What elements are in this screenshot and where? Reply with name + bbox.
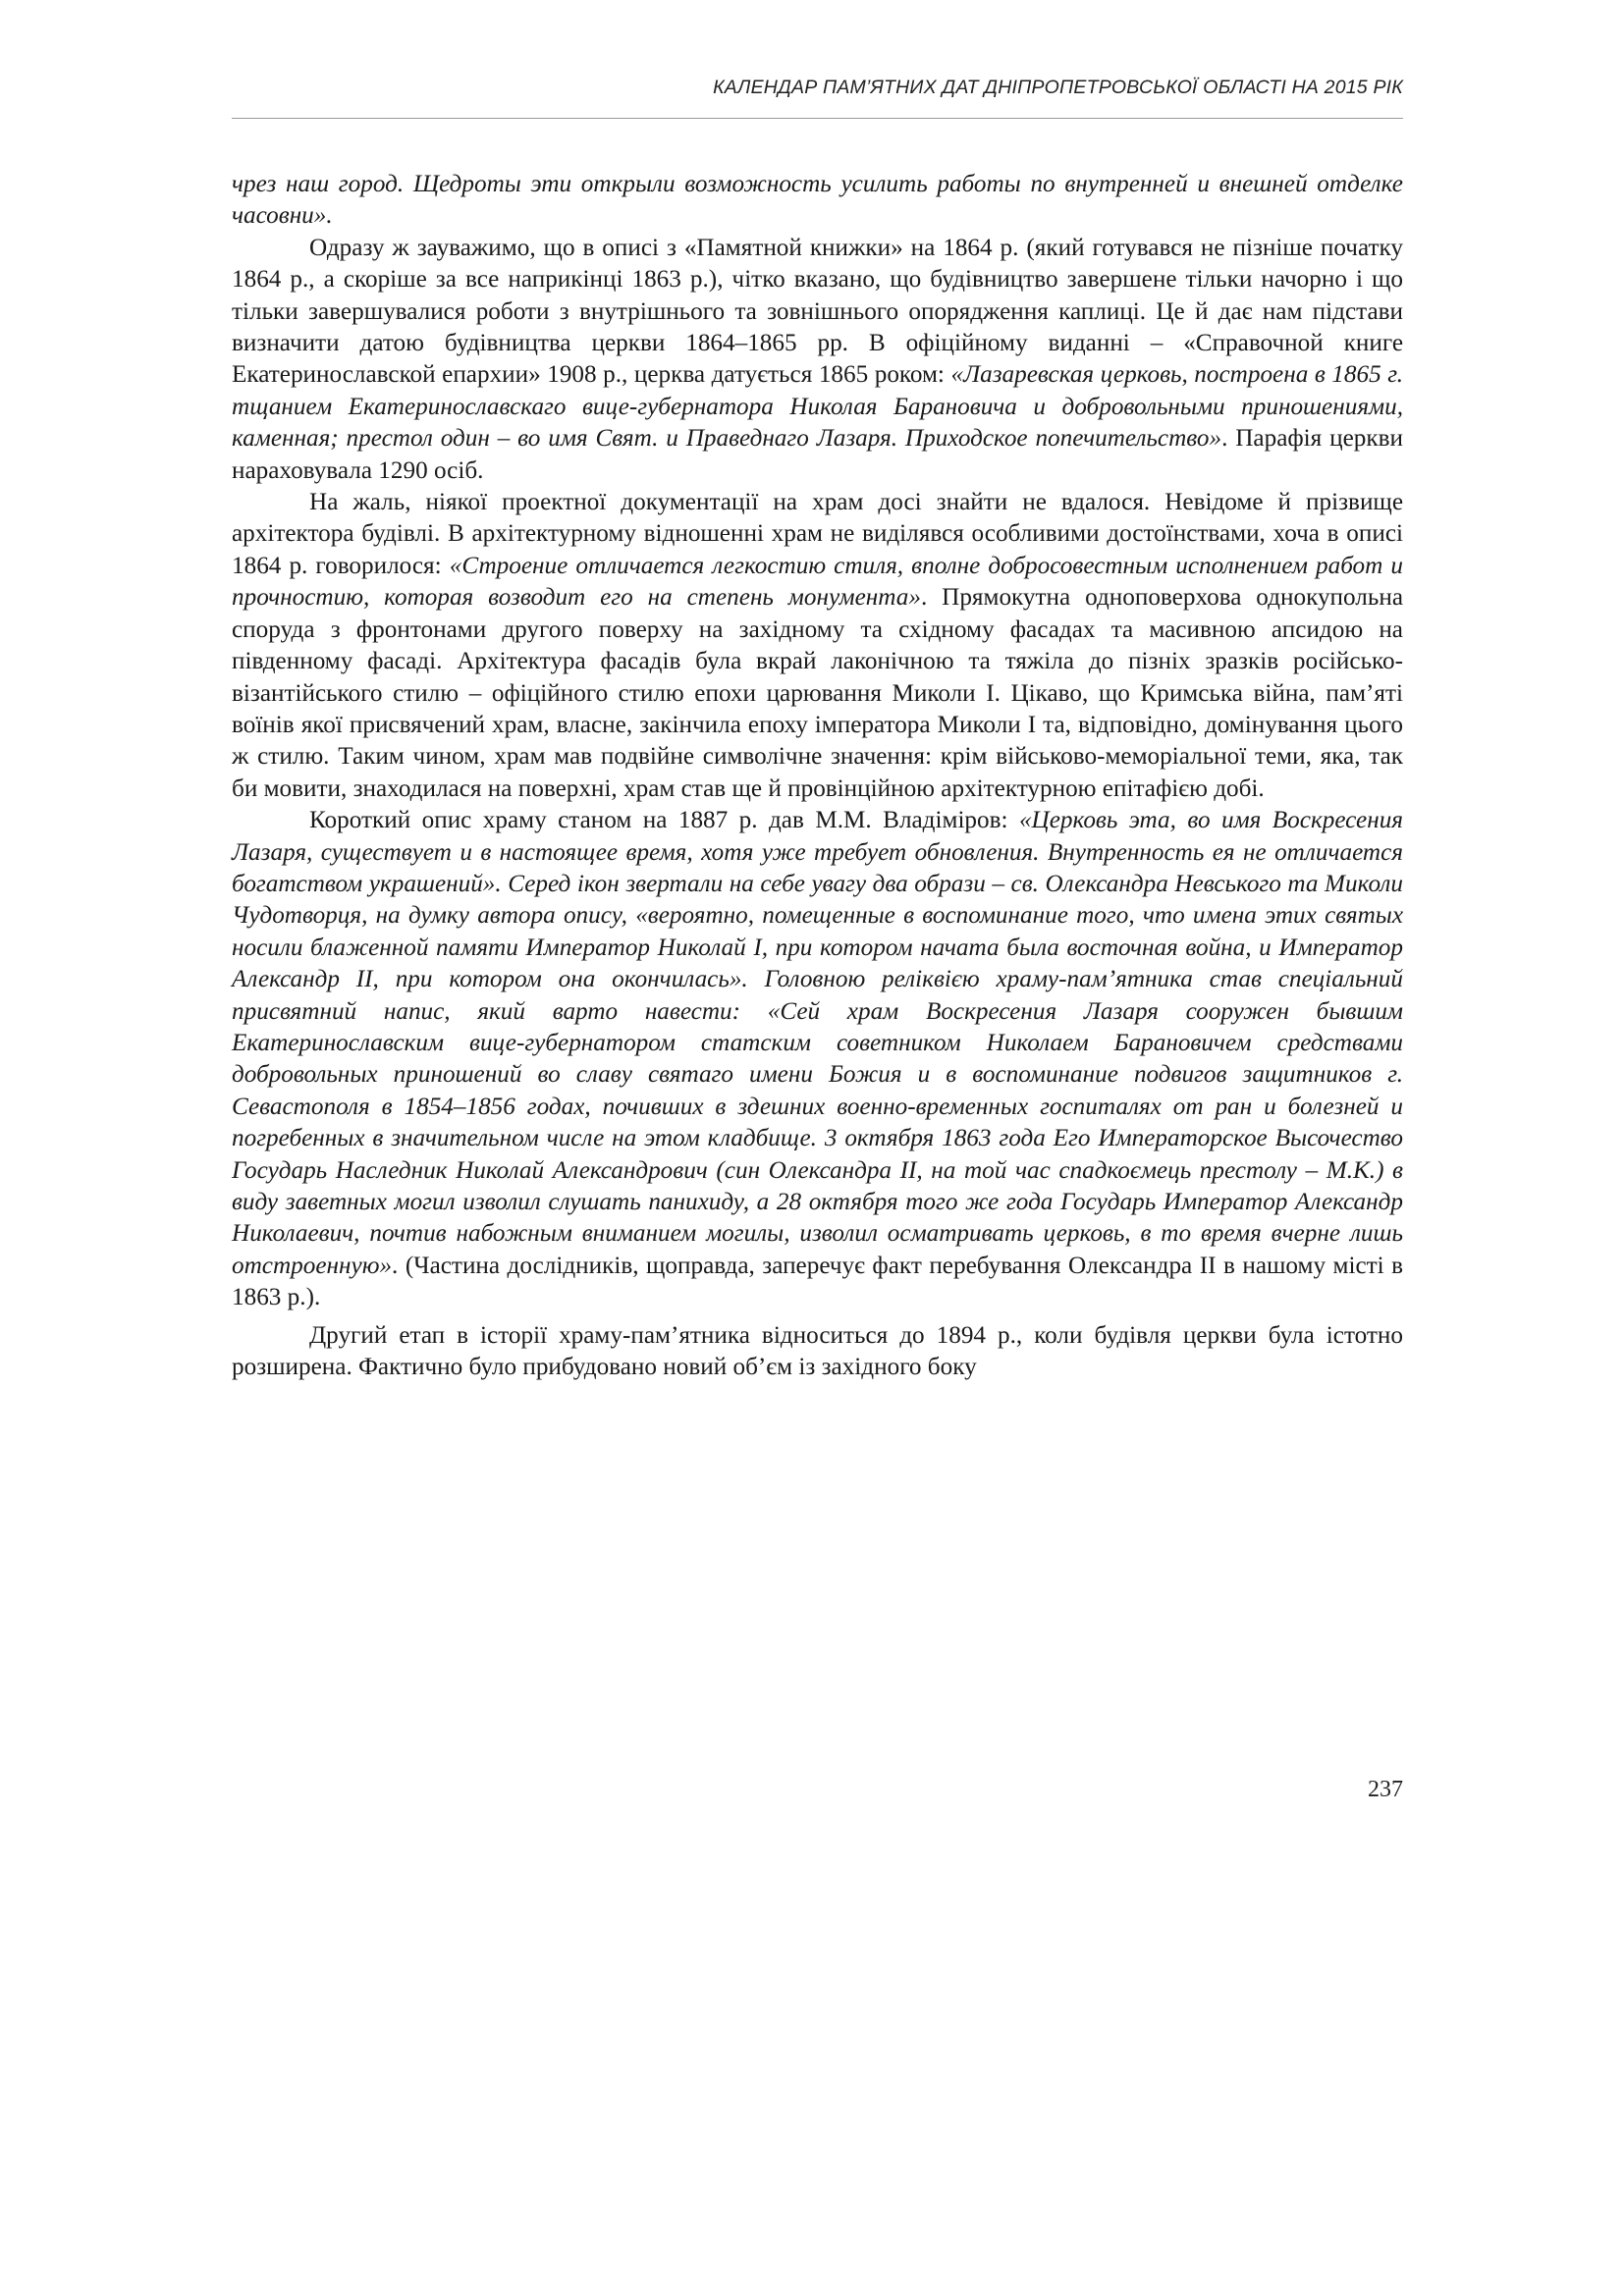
body-text — [232, 169, 1403, 1383]
page-number: 237 — [1368, 1777, 1403, 1802]
paragraph-5 — [232, 1320, 1403, 1384]
paragraph-text: . Прямокутна одноповерхова однокупольна споруда з фронтонами другого поверху на західному та східному фасадах та масивною апсидою на південному фасаді. Архітектура фасадів була вкрай лаконічною та тяжіла до пізніх зразків російсько-візантійського стилю – офіційного стилю епохи царювання Миколи I. Цікаво, що Кримська війна, пам’яті воїнів якої присвячений храм, власне, закінчила епоху імператора Миколи I та, відповідно, домінування цього ж стилю. Таким чином, храм мав подвійне символічне значення: крім військово-меморіальної теми, яка, так би мовити, знаходилася на поверхні, храм став ще й провінційною архітектурною епітафією добі. — [232, 584, 1403, 802]
paragraph-2 — [232, 233, 1403, 487]
paragraph-1 — [232, 169, 1403, 233]
paragraph-3 — [232, 487, 1403, 805]
paragraph-text: На жаль, ніякої проектної документації на храм досі знайти не вдалося. Невідоме й прізвище архітектора будівлі. В архітектурному відношенні храм не виділявся особливими достоїнствами, хоча в описі 1864 р. говорилося: — [232, 489, 1403, 579]
paragraph-text: . (Частина дослідників, щоправда, заперечує факт перебування Олександра II в нашому місті в 1863 р.). — [232, 1252, 1403, 1311]
paragraph-text: Короткий опис храму станом на 1887 р. дав М.М. Владіміров: — [309, 807, 1019, 834]
running-header: КАЛЕНДАР ПАМ’ЯТНИХ ДАТ ДНІПРОПЕТРОВСЬКОЇ ОБЛАСТІ НА 2015 РІК — [713, 77, 1403, 98]
paragraph-text: . Парафія церкви нараховувала 1290 осіб. — [232, 425, 1403, 484]
header-rule — [232, 118, 1403, 119]
paragraph-4 — [232, 805, 1403, 1314]
paragraph-text: Одразу ж зауважимо, що в описі з «Памятной книжки» на 1864 р. (який готувався не пізніше початку 1864 р., а скоріше за все наприкінці 1863 р.), чітко вказано, що будівництво завершене тільки начорно і що тільки завершувалися роботи з внутрішнього та зовнішнього опорядження каплиці. Це й дає нам підстави визначити датою будівництва церкви 1864–1865 рр. В офіційному виданні – «Справочной книге Екатеринославской епархии» 1908 р., церква датується 1865 роком: — [232, 234, 1403, 389]
paragraph-text: Другий етап в історії храму-пам’ятника відноситься до 1894 р., коли будівля церкви була істотно розширена. Фактично було прибудовано новий об’єм із західного боку — [232, 1321, 1403, 1381]
quote-text: чрез наш город. Щедроты эти открыли возможность усилить работы по внутренней и внешней отделке часовни». — [232, 171, 1403, 230]
quote-text: «Лазаревская церковь, построена в 1865 г. тщанием Екатеринославскаго вице-губернатора Николая Барановича и добровольными приношениями, каменная; престол один – во имя Свят. и Праведнаго Лазаря. Приходское попечительство» — [232, 361, 1403, 453]
quote-text: «Строение отличается легкостию стиля, вполне добросовестным исполнением работ и прочностию, которая возводит его на степень монумента» — [232, 552, 1403, 612]
quote-text: «Церковь эта, во имя Воскресения Лазаря, существует и в настоящее время, хотя уже требует обновления. Внутренность ея не отличается богатством украшений». Серед ікон звертали на себе увагу два образи – св. Олександра Невського та Миколи Чудотворця, на думку автора опису, «вероятно, помещенные в воспоминание того, что имена этих святых носили блаженной памяти Император Николай I, при котором начата была восточная война, и Император Александр II, при котором она окончилась». Головною реліквією храму-пам’ятника став спеціальний присвятний напис, який варто навести: «Сей храм Воскресения Лазаря сооружен бывшим Екатеринославским вице-губернатором статским советником Николаем Барановичем средствами добровольных приношений во славу святаго имени Божия и в воспоминание подвигов защитников г. Севастополя в 1854–1856 годах, почивших в здешних военно-временных госпиталях от ран и болезней и погребенных в значительном числе на этом кладбище. 3 октября 1863 года Его Императорское Высочество Государь Наследник Николай Александрович (син Олександра II, на той час спадкоємець престолу – М.К.) в виду заветных могил изволил слушать панихиду, а 28 октября того же года Государь Император Александр Николаевич, почтив набожным вниманием могилы, изволил осматривать церковь, в то время вчерне лишь отстроенную» — [232, 807, 1403, 1279]
